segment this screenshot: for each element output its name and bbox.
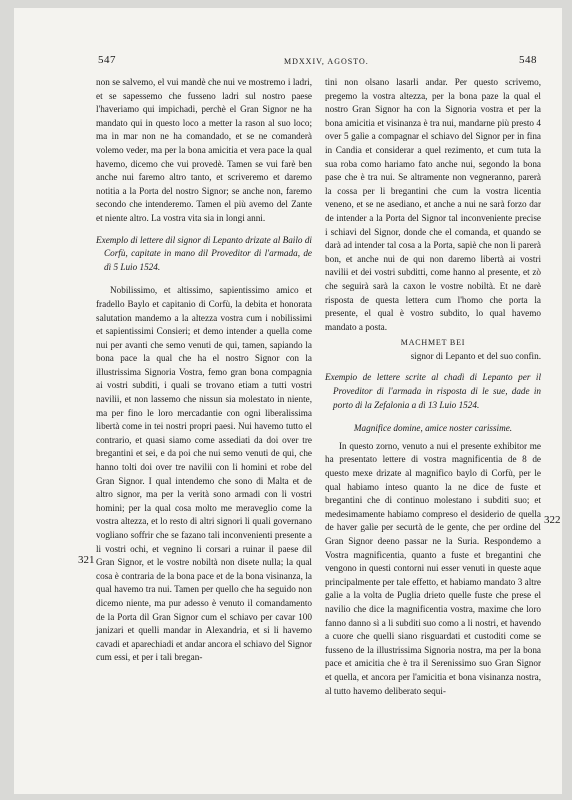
right-column bbox=[325, 76, 541, 698]
book-page bbox=[14, 8, 562, 794]
paragraph: tini non olsano lasarli andar. Per questo scrivemo, pregemo la vostra altezza, per la bona paze la qual el nostro Gran Signor ha con la Signoria vostra et per la bona amicitia et visinanza è tra nui, mandarne più presto 4 over 5 galìe a compagnar el schiavo del Signor per in fina in Candia et considerar a quel rezimento, et cum tuta la sua roba como hariamo fato anche nui, segondo la bona pase che è tra nui. Se altramente non vegneranno, parerà la cossa per li bregantini che cum la vostra licentia veneno, et se ne asediano, et anche a nui ne sarà forzo dar de intender a la Porta del Signor tal inconveniente precise i schiavi del Signor, donde che el comanda, et quando se darà ad intender tal cosa a la Porta, sapiè che non li parerà bon, et anche nui de qui non daremo libertà ai vostri navilii et dei vostri subditti, come hanno al presente, et zò che seguirà sarà la caxon le vostre nobiltà. Et ne darè risposta de questa lettera cum l'homo che porta la presente, el qual è vostro subdito, lo qual havemo mandato a posta. bbox=[325, 77, 541, 332]
margin-column-number-left: 321 bbox=[78, 554, 95, 566]
paragraph: Nobilissimo, et altissimo, sapientissimo amico et fradello Baylo et capitanio di Corfù, la debita et honorata salutation mandemo a la altezza vostra cum i nobilissimi et sapientissimi Consieri; et demo intender a quella come nui per avanti che semo venuti de qui, tamen, sapiando la bona pace la qual che ha el nostro Signor con la illustrissima Signoria Vostra, femo gran bona compagnia ai vostri subditi, i quali se trovano etiam a tutti vostri navilii, et non lassemo che nissun sia molestato in niente, ma per fino le loro mercadantie con ogni liberalissima libertà come in tei nostri propri paesi. Nui havemo tutto el contrario, et quasi siamo come assediati da doi over tre bregantini et sei, e da poi che nui semo venuti de qui, che hanno tolti doi over tre navilii con li homini et robe del Gran Signor. I qual intendemo che sono di Malta et de altro signor, ma per la verità sono armadi con li vostri homini; per la qual cosa molto me meraveglio come la vostra altezza, et lo resto di altri signori li quali governano vogliano soffrir che se fazano tali inconvenienti presente a li vostri ochi, et vegnino li corsari a ruinar il paese dil Gran Signor, et le vostre nobiltà non disete nulla; la qual cosa è contraria de la bona pace et de la bona visinanza, la qual havemo tra nui. Tamen per quello che ha seguido non dicemo niente, ma pur adesso è venuto il comandamento de la Porta dil Gran Signor cum el schiavo per cavar 100 janizari et quelli mandar in Alexandria, et si li havemo cavadi et aparechiadi et andar ancora el schiavo del Signor cum essi, et per i tali bregan- bbox=[96, 285, 312, 663]
signature-name: MACHMET BEI bbox=[400, 338, 466, 348]
salutation: Magnifice domine, amice noster carissime. bbox=[353, 423, 513, 434]
page-number-right: 548 bbox=[519, 54, 537, 66]
signature-role: signor di Lepanto et del suo confin. bbox=[410, 350, 541, 361]
signature-block bbox=[325, 336, 541, 363]
running-header: MDXXIV, AGOSTO. bbox=[284, 57, 369, 66]
letter-heading: Exempio de lettere scrite al chadì di Lepanto per il Proveditor di l'armada in risposta di le sue, dade in porto di la Zefalonia a dì 13 Luio 1524. bbox=[325, 372, 541, 410]
left-column bbox=[96, 76, 312, 665]
page-number-left: 547 bbox=[98, 54, 116, 66]
letter-heading: Exemplo di lettere dil signor di Lepanto drizate al Bailo di Corfù, capitate in mano dil Proveditor di l'armada, de dì 5 Luio 1524. bbox=[96, 234, 312, 272]
margin-column-number-right: 322 bbox=[544, 514, 561, 526]
paragraph: In questo zorno, venuto a nui el presente exhibitor me ha presentato lettere di vostra magnificentia de 8 de questo mexe drizate al magnifico baylo di Corfù, per le qual habiamo inteso quanto la ne dice de fuste et bregantini che di continuo molestano i subditi suo; et medesimamente habiamo compreso el desiderio de quella de haver galìe per securtà de le gente, che per ordine del Gran Signor deeno passar ne la Suria. Respondemo a Vostra magnificentia, quanto a fuste et bregantini che vengono in questi contorni nui esser venuti in queste aque principalmente per tale effetto, et habiamo mandato 3 altre galìe a la volta de Puglia drieto quelle fuste che prese el navilio che dice la magnificentia vostra, maxime che loro fanno danno sì a li subditi suo como a li nostri, et havendo a cuore che quelli siano risguardati et custoditi come se fusseno de la illustrissima Signoria nostra, ma per la bona pace et amicitia che è tra il Serenissimo suo Gran Signor et quella, et ancora per l'amicitia et bona visinanza nostra, al tutto havemo deliberato sequi- bbox=[325, 440, 541, 696]
paragraph: non se salvemo, el vui mandè che nui ve mostremo i ladri, et se sapessemo che fusseno ladri sul nostro paese l'haveriamo qui impichadi, perchè el Gran Signor ne ha mandato qui in questo loco a metter la rason al suo loco; ma in mar non ne ha comandado, et se ne comanderà volemo veder, ma per la bona amicitia et vera pace la qual havemo, dicemo che vui provedè. Tamen se vui farè ben anche nui faremo altro tanto, et scriveremo et daremo notitia a la Porta del nostro Signor; se anche non, faremo secondo che intenderemo. Tamen el più avemo del Zante et niente altro. La vostra vita sia in longi anni. bbox=[96, 77, 312, 223]
